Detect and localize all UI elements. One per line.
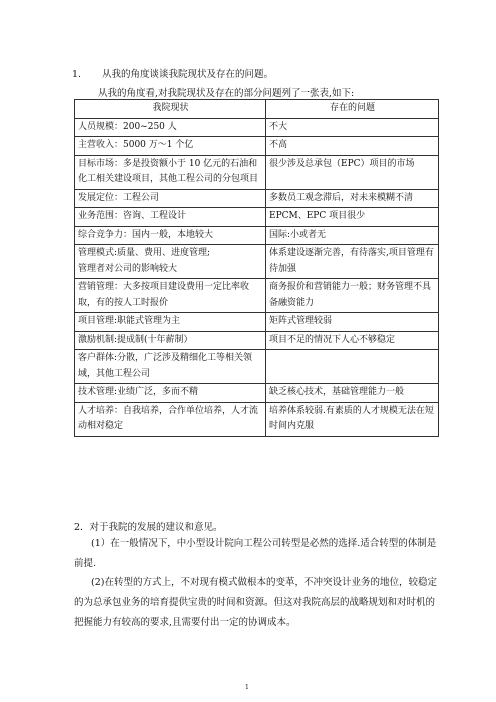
cell-existing-problem: 项目不足的情况下人心不够稳定 — [266, 331, 439, 350]
header-existing-problems: 存在的问题 — [266, 100, 439, 119]
table-row — [75, 331, 439, 350]
table-row — [75, 137, 439, 156]
cell-current-status: 业务范围：咨询、工程设计 — [75, 208, 266, 227]
cell-current-status: 技术管理:业绩广泛，多而不精 — [75, 384, 266, 403]
cell-current-status: 管理模式:质量、费用、进度管理; 管理者对公司的影响较大 — [75, 245, 266, 279]
section-2-paragraph-2: (2)在转型的方式上，不对现有模式做根本的变革，不冲突设计业务的地位，较稳定的为总承包业务的培育提供宝贵的时间和资源。但这对我院高层的战略规划和对时机的把握能力有较高的要求,且需要付出一定的协调成本。 — [74, 577, 437, 628]
cell-existing-problem: 体系建设逐渐完善，有待落实,项目管理有待加强 — [266, 245, 439, 279]
table-body — [75, 118, 439, 436]
table-row — [75, 155, 439, 189]
cell-current-status: 综合竞争力：国内一般，本地较大 — [75, 226, 266, 245]
cell-current-status: 人员规模：200~250 人 — [75, 118, 266, 137]
table-row — [75, 350, 439, 384]
table-row — [75, 189, 439, 208]
cell-existing-problem — [266, 350, 439, 384]
cell-existing-problem: 商务报价和营销能力一般；财务管理不具备融资能力 — [266, 279, 439, 313]
table-row — [75, 279, 439, 313]
cell-current-status: 项目管理:职能式管理为主 — [75, 313, 266, 332]
cell-existing-problem: 培养体系较弱.有素质的人才规模无法在短时间内克服 — [266, 402, 439, 436]
section-2-title: 2．对于我院的发展的建议和意见。 — [74, 522, 223, 533]
cell-current-status: 目标市场：多是投资额小于 10 亿元的石油和化工相关建设项目，其他工程公司的分包项目 — [75, 155, 266, 189]
section-1-intro: 从我的角度看,对我院现状及存在的部分问题列了一张表,如下: — [98, 88, 355, 99]
table-row — [75, 118, 439, 137]
cell-current-status: 客户群体:分散，广泛涉及精细化工等相关领域，其他工程公司 — [75, 350, 266, 384]
section-2-paragraph-1: (1）在一般情况下，中小型设计院向工程公司转型是必然的选择.适合转型的体制是前提. — [74, 538, 437, 569]
table-row — [75, 402, 439, 436]
table-row — [75, 226, 439, 245]
table-row — [75, 245, 439, 279]
cell-existing-problem: 不高 — [266, 137, 439, 156]
cell-current-status: 营销管理：大多按项目建设费用一定比率收取，有的按人工时报价 — [75, 279, 266, 313]
table-row — [75, 384, 439, 403]
section-1-heading — [72, 66, 273, 80]
cell-existing-problem: 不大 — [266, 118, 439, 137]
cell-existing-problem: EPCM、EPC 项目很少 — [266, 208, 439, 227]
cell-existing-problem: 很少涉及总承包（EPC）项目的市场 — [266, 155, 439, 189]
cell-current-status: 发展定位：工程公司 — [75, 189, 266, 208]
page-number: 1 — [245, 684, 249, 691]
header-current-status: 我院现状 — [75, 100, 266, 119]
cell-existing-problem: 缺乏核心技术，基础管理能力一般 — [266, 384, 439, 403]
section-1-number: 1. — [72, 69, 82, 80]
cell-current-status: 激励机制:提成制(十年薪制） — [75, 331, 266, 350]
table-header-row — [75, 100, 439, 119]
cell-existing-problem: 矩阵式管理较弱 — [266, 313, 439, 332]
cell-current-status: 人才培养：自我培养，合作单位培养，人才流动相对稳定 — [75, 402, 266, 436]
table-row — [75, 208, 439, 227]
cell-current-status: 主营收入：5000 万～1 个亿 — [75, 137, 266, 156]
table-row — [75, 313, 439, 332]
cell-existing-problem: 国际:小或者无 — [266, 226, 439, 245]
status-problem-table — [74, 99, 439, 437]
cell-existing-problem: 多数员工观念滞后，对未来模糊不清 — [266, 189, 439, 208]
section-1-title: 从我的角度谈谈我院现状及存在的问题。 — [102, 69, 274, 80]
